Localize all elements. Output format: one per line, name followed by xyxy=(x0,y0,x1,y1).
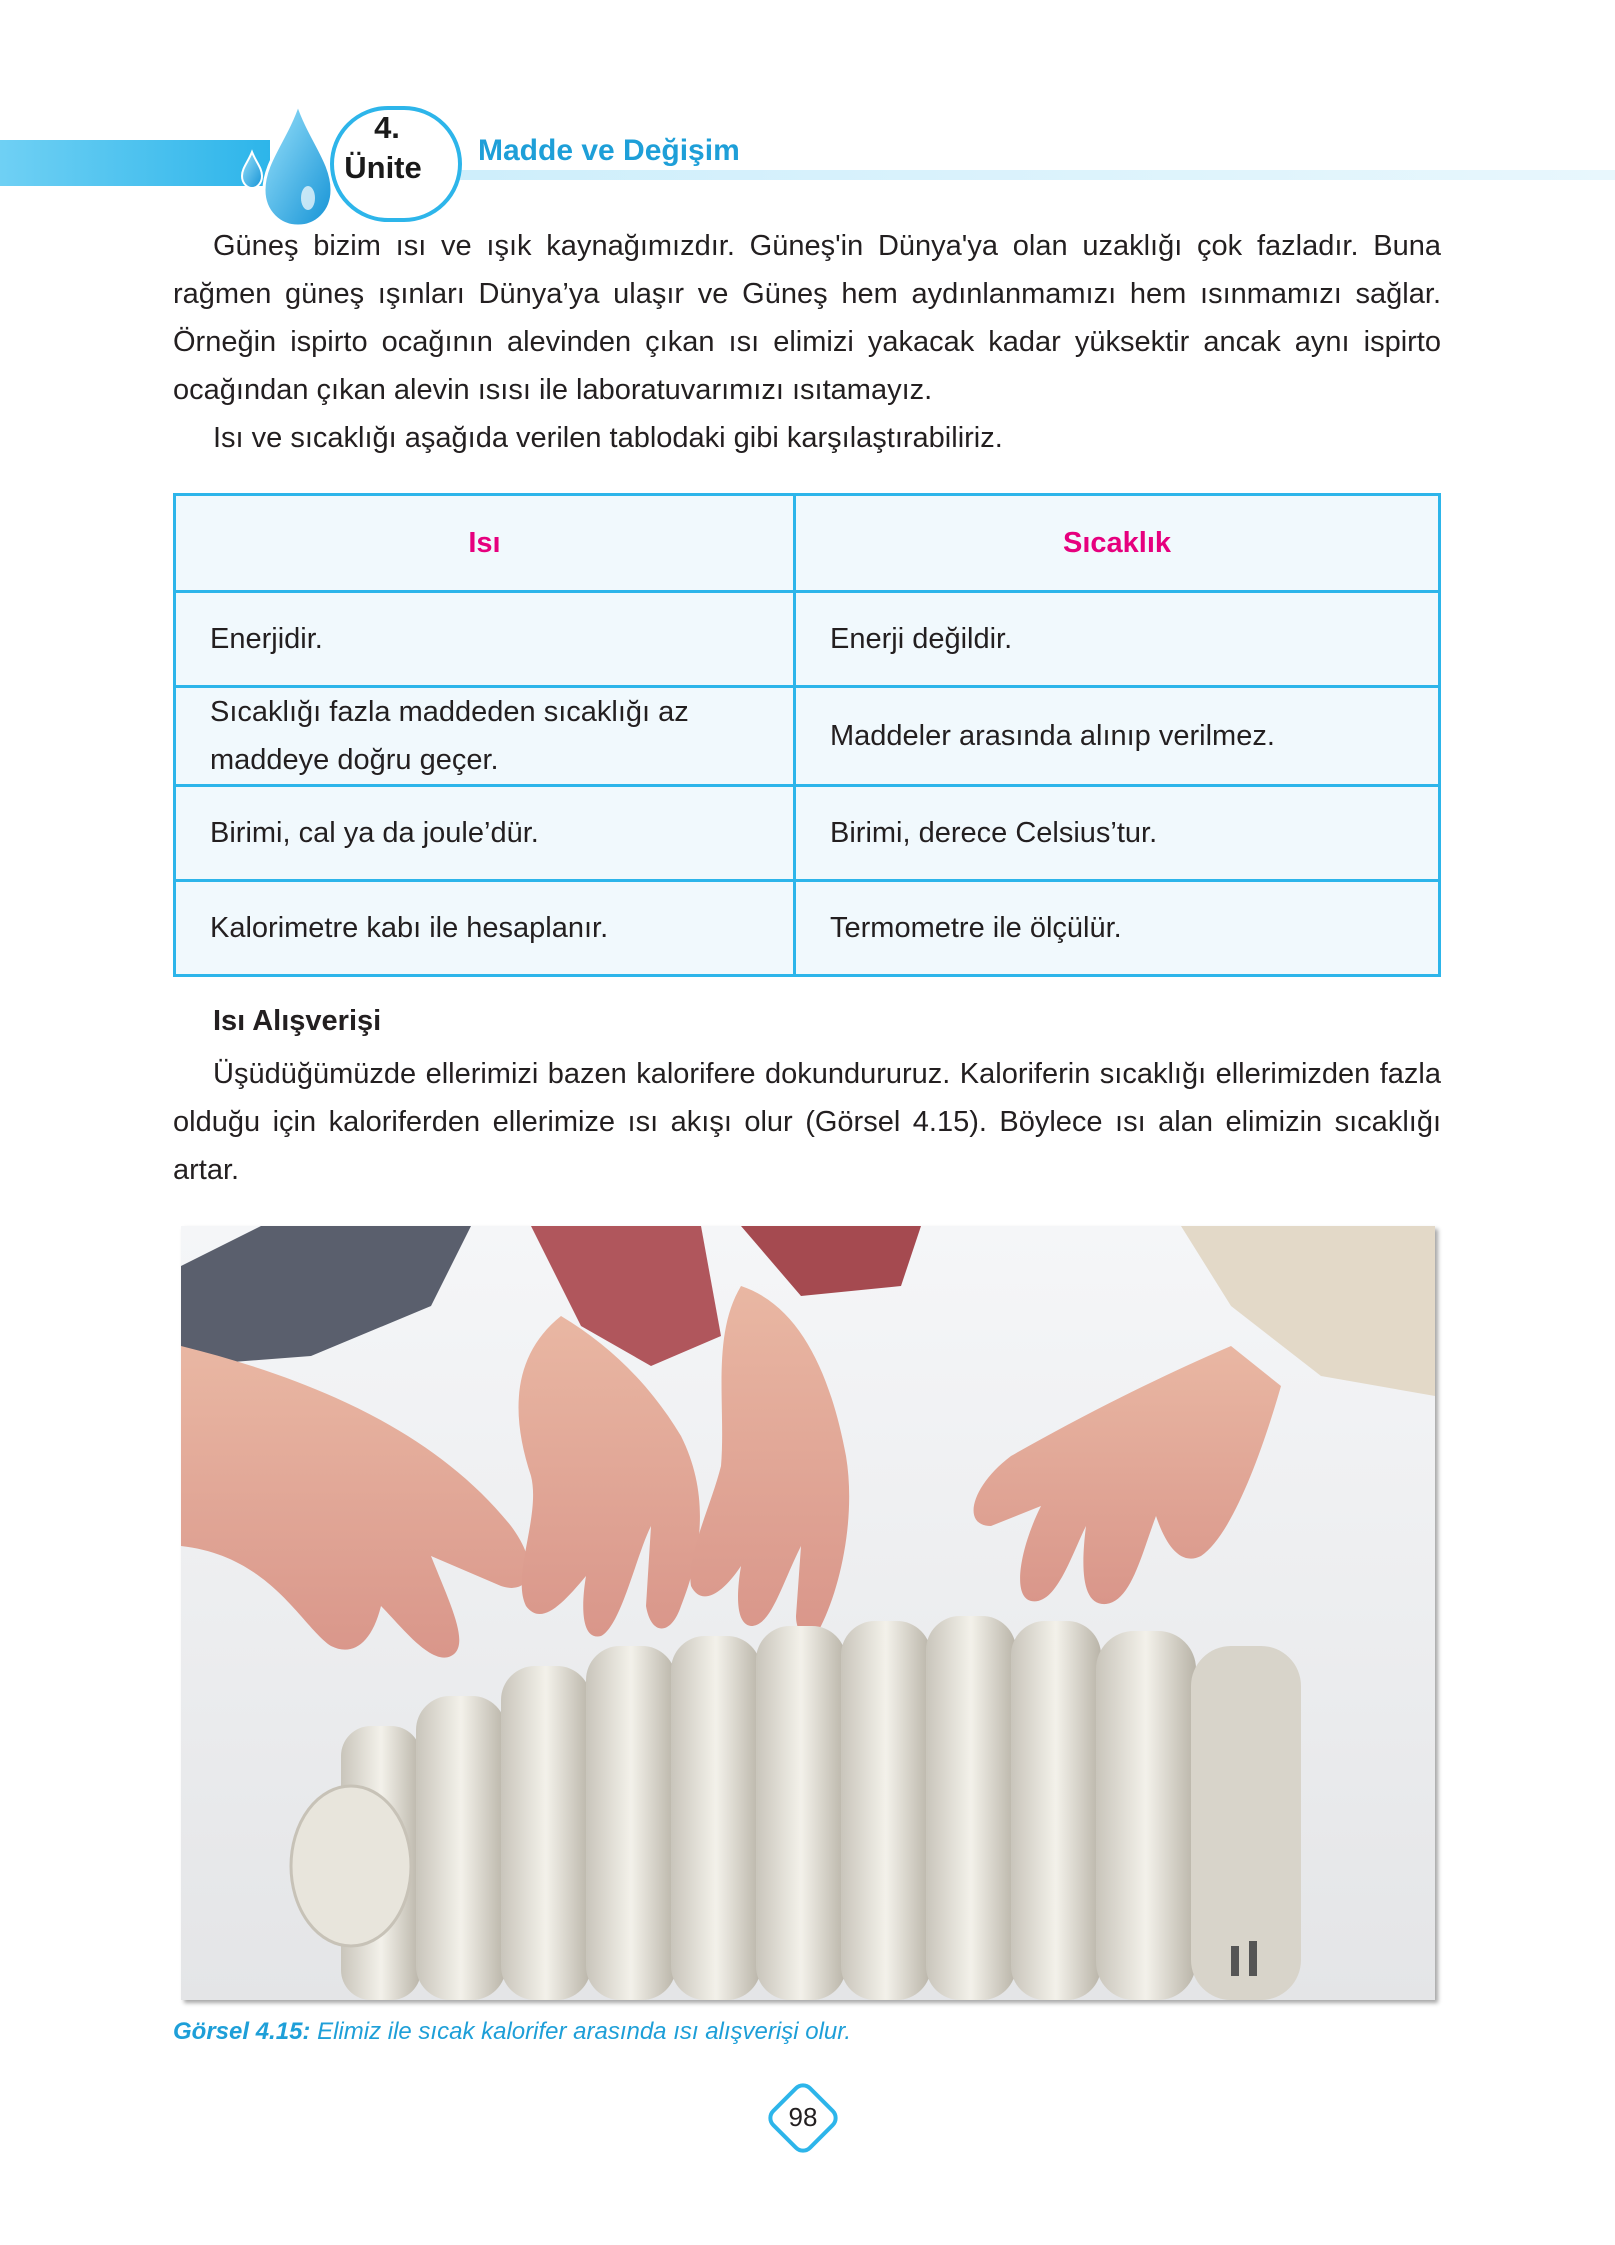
section-paragraph xyxy=(173,1050,1441,1194)
unit-title: Madde ve Değişim xyxy=(478,134,740,167)
intro-text: Güneş bizim ısı ve ışık kaynağımızdır. Güneş'in Dünya'ya olan uzaklığı çok fazladır. Buna rağmen güneş ışınları Dünya’ya ulaşır ve Güneş hem aydınlanmamızı hem ısınmamızı sağlar. Örneğin ispirto ocağının alevinden çıkan ısı elimizi yakacak kadar yüksektir ancak aynı ispirto ocağından çıkan alevin ısısı ile laboratuvarımızı ısıtamayız. xyxy=(173,230,1441,406)
intro-paragraph xyxy=(173,222,1441,414)
figure-label: Görsel 4.15: xyxy=(173,2018,311,2045)
section-text: Üşüdüğümüzde ellerimizi bazen kalorifere dokundururuz. Kaloriferin sıcaklığı ellerimizden fazla olduğu için kaloriferden ellerimize ısı akışı olur (Görsel 4.15). Böylece ısı alan elimizin sıcaklığı artar. xyxy=(173,1058,1441,1186)
table-cell: Enerji değildir. xyxy=(795,592,1440,687)
unit-number: 4. xyxy=(374,110,400,145)
section-title: Isı Alışverişi xyxy=(213,1005,382,1037)
table-header-isi: Isı xyxy=(175,495,795,592)
page-number: 98 xyxy=(788,2102,818,2132)
table-cell: Birimi, derece Celsius’tur. xyxy=(795,786,1440,881)
comparison-table xyxy=(173,493,1441,977)
table-header-sicaklik: Sıcaklık xyxy=(795,495,1440,592)
unit-header xyxy=(0,90,1615,220)
table-row xyxy=(175,786,1440,881)
figure-caption xyxy=(173,2018,851,2046)
table-cell: Sıcaklığı fazla maddeden sıcaklığı az maddeye doğru geçer. xyxy=(175,687,795,786)
header-rule xyxy=(430,170,1615,180)
intro-paragraph-2 xyxy=(173,414,1441,462)
table-cell: Enerjidir. xyxy=(175,592,795,687)
figure-photo xyxy=(181,1226,1435,2000)
table-cell: Kalorimetre kabı ile hesaplanır. xyxy=(175,881,795,976)
table-row xyxy=(175,881,1440,976)
figure-caption-text: Elimiz ile sıcak kalorifer arasında ısı alışverişi olur. xyxy=(317,2018,852,2045)
table-header-row xyxy=(175,495,1440,592)
water-drop-icon xyxy=(228,100,338,230)
table-row xyxy=(175,592,1440,687)
table-cell: Termometre ile ölçülür. xyxy=(795,881,1440,976)
unit-word: Ünite xyxy=(344,150,422,185)
hands-radiator-illustration xyxy=(181,1226,1435,2000)
table-row xyxy=(175,687,1440,786)
table-cell: Maddeler arasında alınıp verilmez. xyxy=(795,687,1440,786)
table-cell: Birimi, cal ya da joule’dür. xyxy=(175,786,795,881)
intro-text-2: Isı ve sıcaklığı aşağıda verilen tablodaki gibi karşılaştırabiliriz. xyxy=(213,422,1003,454)
